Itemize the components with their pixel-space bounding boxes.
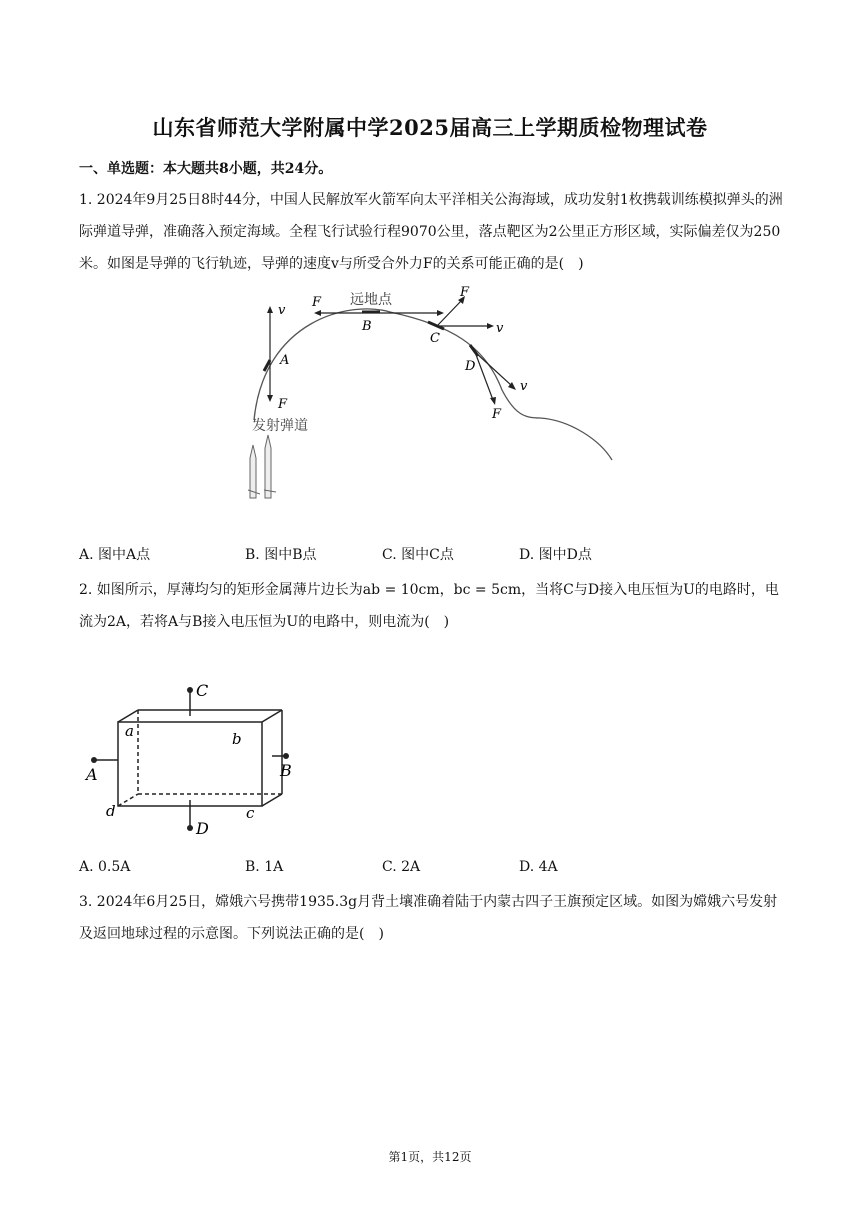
question-2-text: 2. 如图所示，厚薄均匀的矩形金属薄片边长为ab = 10cm，bc = 5cm，当将C与D接入电压恒为U的电路时，电流为2A，若将A与B接入电压恒为U的电路中，则电流为( )	[79, 582, 779, 630]
q2-option-c[interactable]: C. 2A	[382, 859, 421, 875]
question-3-text: 3. 2024年6月25日，嫦娥六号携带1935.3g月背土壤准确着陆于内蒙古四子王旗预定区域。如图为嫦娥六号发射及返回地球过程的示意图。下列说法正确的是( )	[79, 894, 778, 942]
label-b-terminal: B	[280, 761, 292, 780]
label-b-corner: b	[232, 730, 242, 748]
page-footer: 第1页，共12页	[388, 1150, 472, 1164]
label-v-c: v	[496, 321, 504, 336]
label-d-corner: d	[106, 802, 116, 820]
label-point-d: D	[465, 359, 476, 374]
q1-option-d[interactable]: D. 图中D点	[519, 547, 592, 563]
q1-option-c[interactable]: C. 图中C点	[382, 547, 454, 563]
label-c-terminal: C	[196, 681, 209, 700]
label-point-b: B	[362, 319, 372, 334]
question-1-figure	[240, 280, 620, 500]
label-f-d: F	[492, 407, 502, 422]
question-2-figure	[80, 680, 300, 840]
q2-option-d[interactable]: D. 4A	[519, 859, 558, 875]
question-1-options	[79, 544, 779, 566]
q2-option-b[interactable]: B. 1A	[245, 859, 284, 875]
q1-option-b[interactable]: B. 图中B点	[245, 547, 317, 563]
question-1-text: 1. 2024年9月25日8时44分，中国人民解放军火箭军向太平洋相关公海海域，成功发射1枚携载训练模拟弹头的洲际弹道导弹，准确落入预定海域。全程飞行试验行程9070公里，落点靶区为2公里正方形区域，实际偏差仅为250米。如图是导弹的飞行轨迹，导弹的速度v与所受合外力F的关系可能正确的是( )	[79, 192, 783, 272]
label-v-d: v	[520, 379, 528, 394]
label-f-c: F	[460, 285, 470, 300]
label-point-c: C	[430, 331, 440, 346]
label-a-terminal: A	[86, 765, 98, 784]
q2-option-a[interactable]: A. 0.5A	[79, 859, 131, 875]
question-2-options	[79, 859, 779, 881]
label-f-b: F	[312, 295, 322, 310]
q1-option-a[interactable]: A. 图中A点	[79, 547, 151, 563]
label-point-a: A	[280, 353, 290, 368]
label-d-terminal: D	[196, 819, 209, 838]
label-f-a: F	[278, 397, 288, 412]
label-v-a: v	[278, 303, 286, 318]
label-a-corner: a	[125, 722, 134, 740]
page-title: 山东省师范大学附属中学2025届高三上学期质检物理试卷	[152, 115, 708, 140]
section-heading: 一、单选题：本大题共8小题，共24分。	[79, 161, 333, 177]
label-apogee: 远地点	[350, 292, 392, 308]
label-c-corner: c	[246, 804, 255, 822]
label-launch: 发射弹道	[252, 418, 308, 434]
